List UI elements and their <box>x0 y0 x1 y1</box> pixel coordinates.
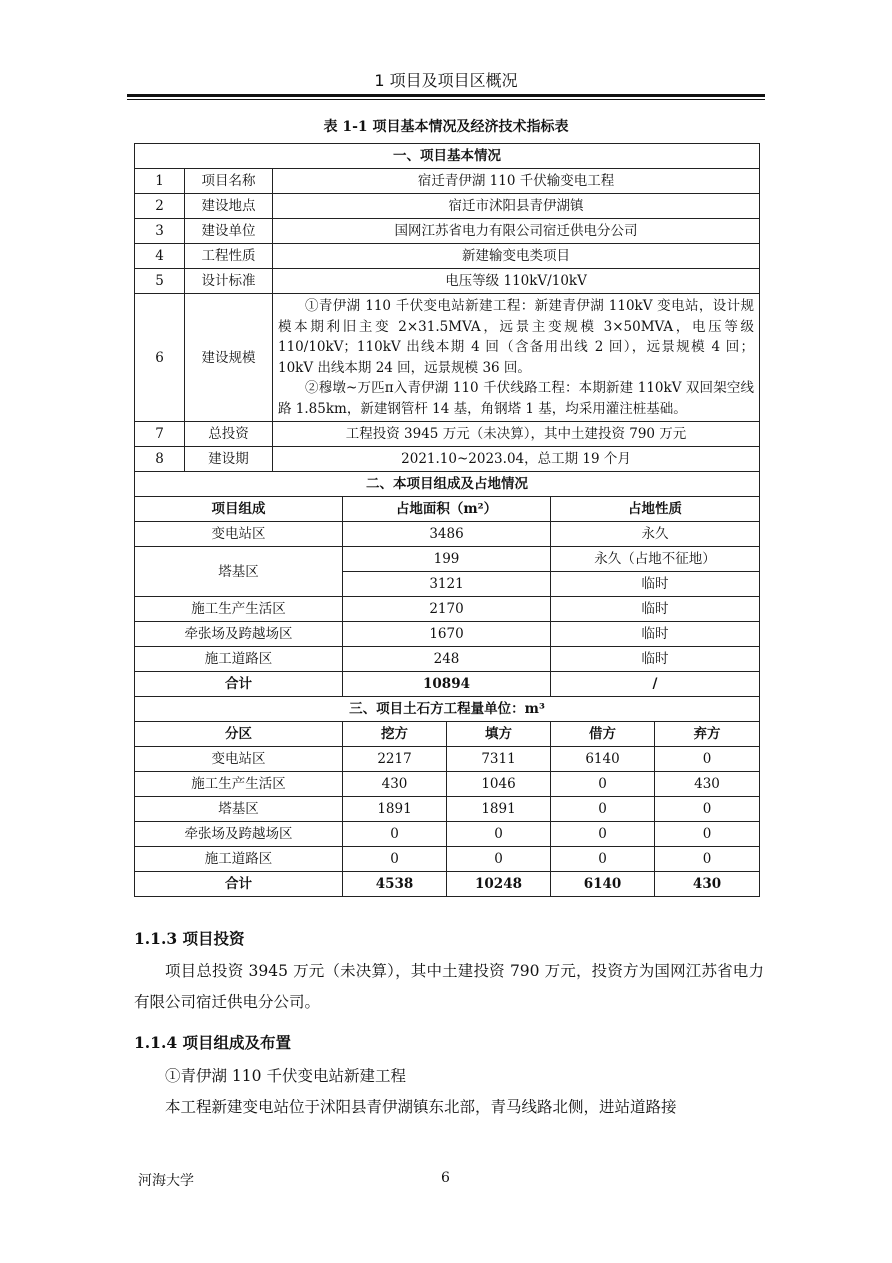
component-area: 3121 <box>343 572 551 597</box>
total-fill: 10248 <box>447 872 551 897</box>
zone-name: 变电站区 <box>135 747 343 772</box>
total-area: 10894 <box>343 672 551 697</box>
row-number: 2 <box>135 194 185 219</box>
section3-title-text: 三、项目土石方工程量单位：m³ <box>349 701 545 717</box>
total-label: 合计 <box>135 872 343 897</box>
table-row <box>135 647 760 672</box>
page-number: 6 <box>441 1170 450 1186</box>
row-item: 设计标准 <box>185 269 273 294</box>
composition-paragraph <box>134 1061 764 1123</box>
component-nature: 永久（占地不征地） <box>551 547 760 572</box>
row-number: 3 <box>135 219 185 244</box>
col-header: 弃方 <box>655 722 760 747</box>
project-indicator-table <box>134 143 760 897</box>
table-row <box>135 547 760 572</box>
section1-title-row <box>135 144 760 169</box>
col-header: 项目组成 <box>135 497 343 522</box>
component-name: 施工道路区 <box>135 647 343 672</box>
fill-value: 0 <box>447 822 551 847</box>
row-number: 4 <box>135 244 185 269</box>
page-header: 1 项目及项目区概况 <box>374 71 518 90</box>
zone-name: 施工生产生活区 <box>135 772 343 797</box>
waste-value: 0 <box>655 847 760 872</box>
table-row <box>135 822 760 847</box>
fill-value: 7311 <box>447 747 551 772</box>
waste-value: 0 <box>655 797 760 822</box>
row-item: 建设单位 <box>185 219 273 244</box>
component-area: 2170 <box>343 597 551 622</box>
section3-title-row <box>135 697 760 722</box>
dig-value: 1891 <box>343 797 447 822</box>
row-value: 电压等级 110kV/10kV <box>273 269 760 294</box>
section3-header-row <box>135 722 760 747</box>
total-row <box>135 672 760 697</box>
zone-name: 施工道路区 <box>135 847 343 872</box>
table-row <box>135 219 760 244</box>
col-header: 占地性质 <box>551 497 760 522</box>
zone-name: 牵张场及跨越场区 <box>135 822 343 847</box>
col-header: 占地面积（m²） <box>343 497 551 522</box>
borrow-value: 6140 <box>551 747 655 772</box>
composition-text: 本工程新建变电站位于沭阳县青伊湖镇东北部，青马线路北侧，进站道路接 <box>165 1098 677 1116</box>
table-row <box>135 269 760 294</box>
header-rule-thick <box>127 94 765 97</box>
col-header: 填方 <box>447 722 551 747</box>
row-item: 建设地点 <box>185 194 273 219</box>
table-row <box>135 194 760 219</box>
row-value: 2021.10~2023.04，总工期 19 个月 <box>273 447 760 472</box>
component-nature: 临时 <box>551 597 760 622</box>
table-row <box>135 747 760 772</box>
total-borrow: 6140 <box>551 872 655 897</box>
component-area: 248 <box>343 647 551 672</box>
table-row <box>135 447 760 472</box>
header-rule-thin <box>127 99 765 100</box>
scope-substation: ①青伊湖 110 千伏变电站新建工程：新建青伊湖 110kV 变电站，设计规模本期利旧主变 2×31.5MVA，远景主变规模 3×50MVA，电压等级 110/10kV；110kV 出线本期 4 回（含备用出线 2 回），远景规模 4 回；10kV 出线本期 24 回，远景规模 36 回。 <box>278 298 755 376</box>
section2-header-row <box>135 497 760 522</box>
investment-text: 项目总投资 3945 万元（未决算），其中土建投资 790 万元，投资方为国网江苏省电力有限公司宿迁供电分公司。 <box>134 962 764 1011</box>
row-value: 宿迁市沭阳县青伊湖镇 <box>273 194 760 219</box>
row-value: 工程投资 3945 万元（未决算），其中土建投资 790 万元 <box>273 422 760 447</box>
borrow-value: 0 <box>551 797 655 822</box>
dig-value: 2217 <box>343 747 447 772</box>
row-number: 1 <box>135 169 185 194</box>
composition-item: ①青伊湖 110 千伏变电站新建工程 <box>165 1067 406 1085</box>
table-row <box>135 244 760 269</box>
table-row <box>135 622 760 647</box>
component-area: 199 <box>343 547 551 572</box>
row-item: 建设期 <box>185 447 273 472</box>
row-number: 5 <box>135 269 185 294</box>
table-row <box>135 597 760 622</box>
total-dig: 4538 <box>343 872 447 897</box>
section2-title: 二、本项目组成及占地情况 <box>135 472 760 497</box>
total-label: 合计 <box>135 672 343 697</box>
table-row <box>135 772 760 797</box>
scope-line: ②穆墩~万匹π入青伊湖 110 千伏线路工程：本期新建 110kV 双回架空线路 1.85km，新建钢管杆 14 基，角钢塔 1 基，均采用灌注桩基础。 <box>278 380 755 417</box>
component-nature: 临时 <box>551 572 760 597</box>
row-item: 工程性质 <box>185 244 273 269</box>
component-area: 1670 <box>343 622 551 647</box>
fill-value: 0 <box>447 847 551 872</box>
row-number: 8 <box>135 447 185 472</box>
borrow-value: 0 <box>551 822 655 847</box>
table-row <box>135 169 760 194</box>
component-nature: 临时 <box>551 622 760 647</box>
total-row <box>135 872 760 897</box>
section1-title: 一、项目基本情况 <box>135 144 760 169</box>
component-name: 施工生产生活区 <box>135 597 343 622</box>
total-nature: / <box>551 672 760 697</box>
component-name: 变电站区 <box>135 522 343 547</box>
row-value: 宿迁青伊湖 110 千伏输变电工程 <box>273 169 760 194</box>
col-header: 挖方 <box>343 722 447 747</box>
component-nature: 临时 <box>551 647 760 672</box>
row-item: 建设规模 <box>185 294 273 422</box>
fill-value: 1891 <box>447 797 551 822</box>
component-name: 塔基区 <box>135 547 343 597</box>
table-row <box>135 797 760 822</box>
zone-name: 塔基区 <box>135 797 343 822</box>
row-value: 国网江苏省电力有限公司宿迁供电分公司 <box>273 219 760 244</box>
row-value: 新建输变电类项目 <box>273 244 760 269</box>
table-caption: 表 1-1 项目基本情况及经济技术指标表 <box>323 119 569 135</box>
footer-organization: 河海大学 <box>138 1173 194 1189</box>
table-row <box>135 847 760 872</box>
section-heading-composition: 1.1.4 项目组成及布置 <box>134 1033 292 1052</box>
row-number: 7 <box>135 422 185 447</box>
waste-value: 0 <box>655 822 760 847</box>
total-waste: 430 <box>655 872 760 897</box>
section3-title <box>135 697 760 722</box>
component-area: 3486 <box>343 522 551 547</box>
scope-row <box>135 294 760 422</box>
waste-value: 430 <box>655 772 760 797</box>
borrow-value: 0 <box>551 847 655 872</box>
col-header: 借方 <box>551 722 655 747</box>
col-header: 分区 <box>135 722 343 747</box>
waste-value: 0 <box>655 747 760 772</box>
borrow-value: 0 <box>551 772 655 797</box>
table-row <box>135 522 760 547</box>
table-row <box>135 422 760 447</box>
row-item: 总投资 <box>185 422 273 447</box>
section-heading-investment: 1.1.3 项目投资 <box>134 929 245 948</box>
component-nature: 永久 <box>551 522 760 547</box>
investment-paragraph <box>134 956 764 1018</box>
dig-value: 430 <box>343 772 447 797</box>
component-name: 牵张场及跨越场区 <box>135 622 343 647</box>
dig-value: 0 <box>343 847 447 872</box>
section2-title-row <box>135 472 760 497</box>
fill-value: 1046 <box>447 772 551 797</box>
row-number: 6 <box>135 294 185 422</box>
dig-value: 0 <box>343 822 447 847</box>
scope-content <box>273 294 760 422</box>
row-item: 项目名称 <box>185 169 273 194</box>
